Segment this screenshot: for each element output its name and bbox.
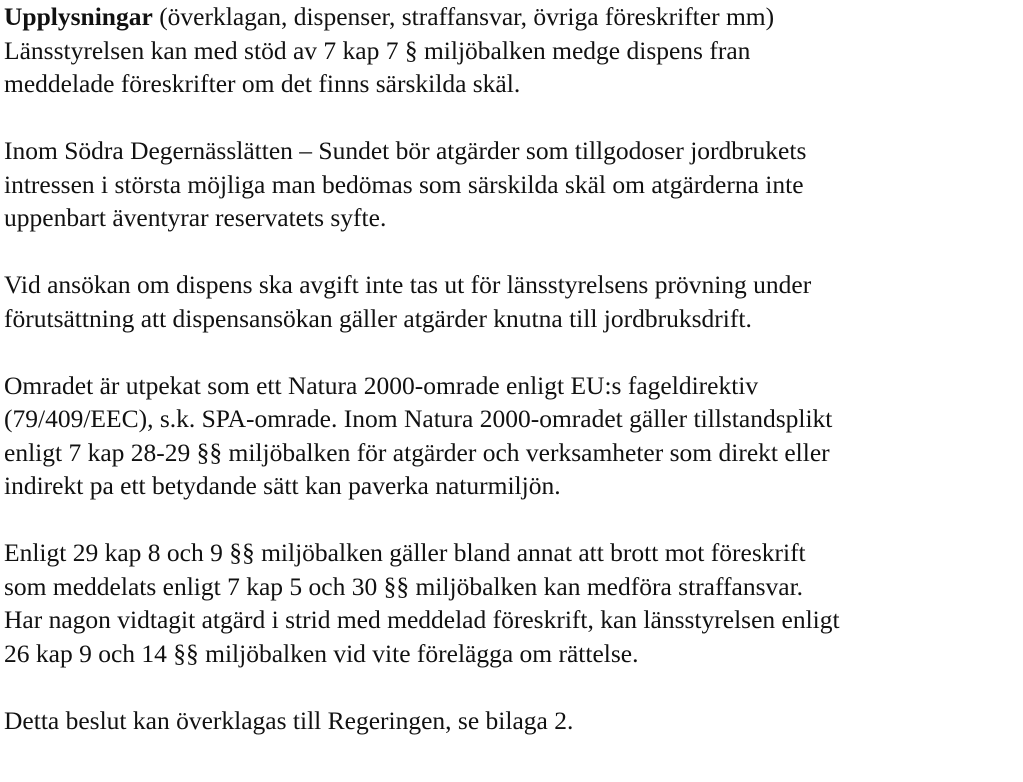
paragraph-gap — [4, 235, 1023, 269]
paragraph-penalty — [4, 536, 1023, 670]
paragraph-line: (79/409/EEC), s.k. SPA-omrade. Inom Natura 2000-omradet gäller tillstandsplikt — [4, 404, 833, 433]
paragraph-line: 26 kap 9 och 14 §§ miljöbalken vid vite förelägga om rättelse. — [4, 638, 639, 668]
paragraph-line: Har nagon vidtagit atgärd i strid med meddelad föreskrift, kan länsstyrelsen enligt — [4, 605, 840, 634]
paragraph-line: indirekt pa ett betydande sätt kan paverka naturmiljön. — [4, 471, 561, 500]
paragraph-gap — [4, 335, 1023, 369]
paragraph-line: Inom Södra Degernässlätten – Sundet bör atgärder som tillgodoser jordbrukets — [4, 136, 807, 165]
heading-subtitle: (överklagan, dispenser, straffansvar, övriga föreskrifter mm) — [152, 2, 775, 31]
paragraph-line: intressen i största möjliga man bedömas som särskilda skäl om atgärderna inte — [4, 169, 804, 199]
paragraph-line: uppenbart äventyrar reservatets syfte. — [4, 203, 387, 232]
paragraph-line: Vid ansökan om dispens ska avgift inte tas ut för länsstyrelsens prövning under — [4, 270, 812, 299]
paragraph-line: enligt 7 kap 28-29 §§ miljöbalken för atgärder och verksamheter som direkt eller — [4, 437, 830, 467]
paragraph-agriculture — [4, 134, 1023, 235]
heading-line — [4, 0, 1023, 34]
paragraph-line: meddelade föreskrifter om det finns särskilda skäl. — [4, 69, 521, 98]
paragraph-gap — [4, 101, 1023, 135]
paragraph-line: som meddelats enligt 7 kap 5 och 30 §§ miljöbalken kan medföra straffansvar. — [4, 571, 804, 601]
paragraph-fee — [4, 268, 1023, 335]
paragraph-line: Omradet är utpekat som ett Natura 2000-omrade enligt EU:s fageldirektiv — [4, 370, 759, 400]
section-heading: Upplysningar — [4, 2, 153, 31]
paragraph-gap — [4, 670, 1023, 704]
paragraph-line: förutsättning att dispensansökan gäller atgärder knutna till jordbruksdrift. — [4, 303, 752, 333]
paragraph-line: Länsstyrelsen kan med stöd av 7 kap 7 § miljöbalken medge dispens fran — [4, 35, 751, 65]
paragraph-natura2000 — [4, 369, 1023, 503]
paragraph-appeal — [4, 704, 1023, 738]
document-body — [4, 0, 1023, 737]
paragraph-line: Detta beslut kan överklagas till Regeringen, se bilaga 2. — [4, 705, 574, 735]
paragraph-info — [4, 0, 1023, 101]
paragraph-gap — [4, 503, 1023, 537]
paragraph-line: Enligt 29 kap 8 och 9 §§ miljöbalken gäller bland annat att brott mot föreskrift — [4, 538, 806, 567]
